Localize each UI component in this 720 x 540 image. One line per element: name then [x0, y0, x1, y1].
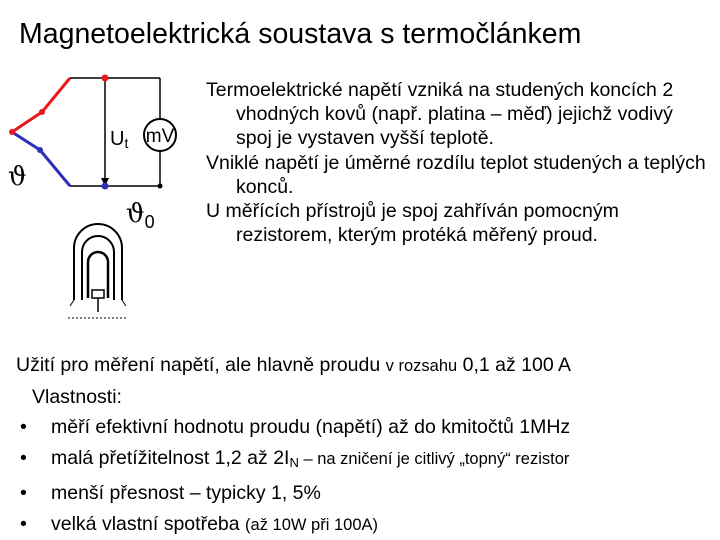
description-paragraph: U měřících přístrojů je spoj zahříván pomocným rezistorem, kterým protéká měřený proud.: [206, 200, 619, 247]
terminal-junction: [158, 184, 163, 189]
label-ut: Ut: [110, 128, 129, 151]
usage-section: [16, 350, 716, 540]
bullet-icon: •: [20, 512, 27, 535]
meter-label: mV: [145, 126, 175, 147]
terminal-top: [102, 75, 109, 82]
description-paragraph: Vniklé napětí je úměrné rozdílu teplot studených a teplých konců.: [206, 151, 706, 198]
terminal-bottom: [102, 183, 109, 190]
properties-heading: Vlastnosti:: [32, 385, 122, 408]
heater-element: [68, 224, 128, 318]
label-theta0: $ϑ_0$: [126, 199, 155, 232]
thermocouple-diagram: [0, 60, 200, 330]
list-item: • měří efektivní hodnotu proudu (napětí) až do kmitočtů 1MHz: [16, 412, 716, 443]
page-title: Magnetoelektrická soustava s termočlánkem: [19, 18, 582, 50]
list-item: • velká vlastní spotřeba (až 10W při 100A): [16, 509, 716, 540]
label-theta: ϑ: [8, 162, 27, 192]
bullet-icon: •: [20, 416, 27, 438]
bullet-icon: •: [20, 482, 27, 504]
usage-line: Užití pro měření napětí, ale hlavně proudu v rozsahu 0,1 až 100 A: [16, 354, 572, 376]
description-paragraph: Termoelektrické napětí vzniká na studených koncích 2 vhodných kovů (např. platina – měď) jejichž vodivý spoj je vystaven vyšší teplotě.: [206, 79, 674, 150]
list-item: • menší přesnost – typicky 1, 5%: [16, 478, 716, 509]
bullet-icon: •: [20, 446, 27, 469]
description-text: [206, 78, 706, 247]
list-item: • malá přetížitelnost 1,2 až $2I_N$ – na zničení je citlivý „topný“ rezistor: [16, 443, 716, 479]
